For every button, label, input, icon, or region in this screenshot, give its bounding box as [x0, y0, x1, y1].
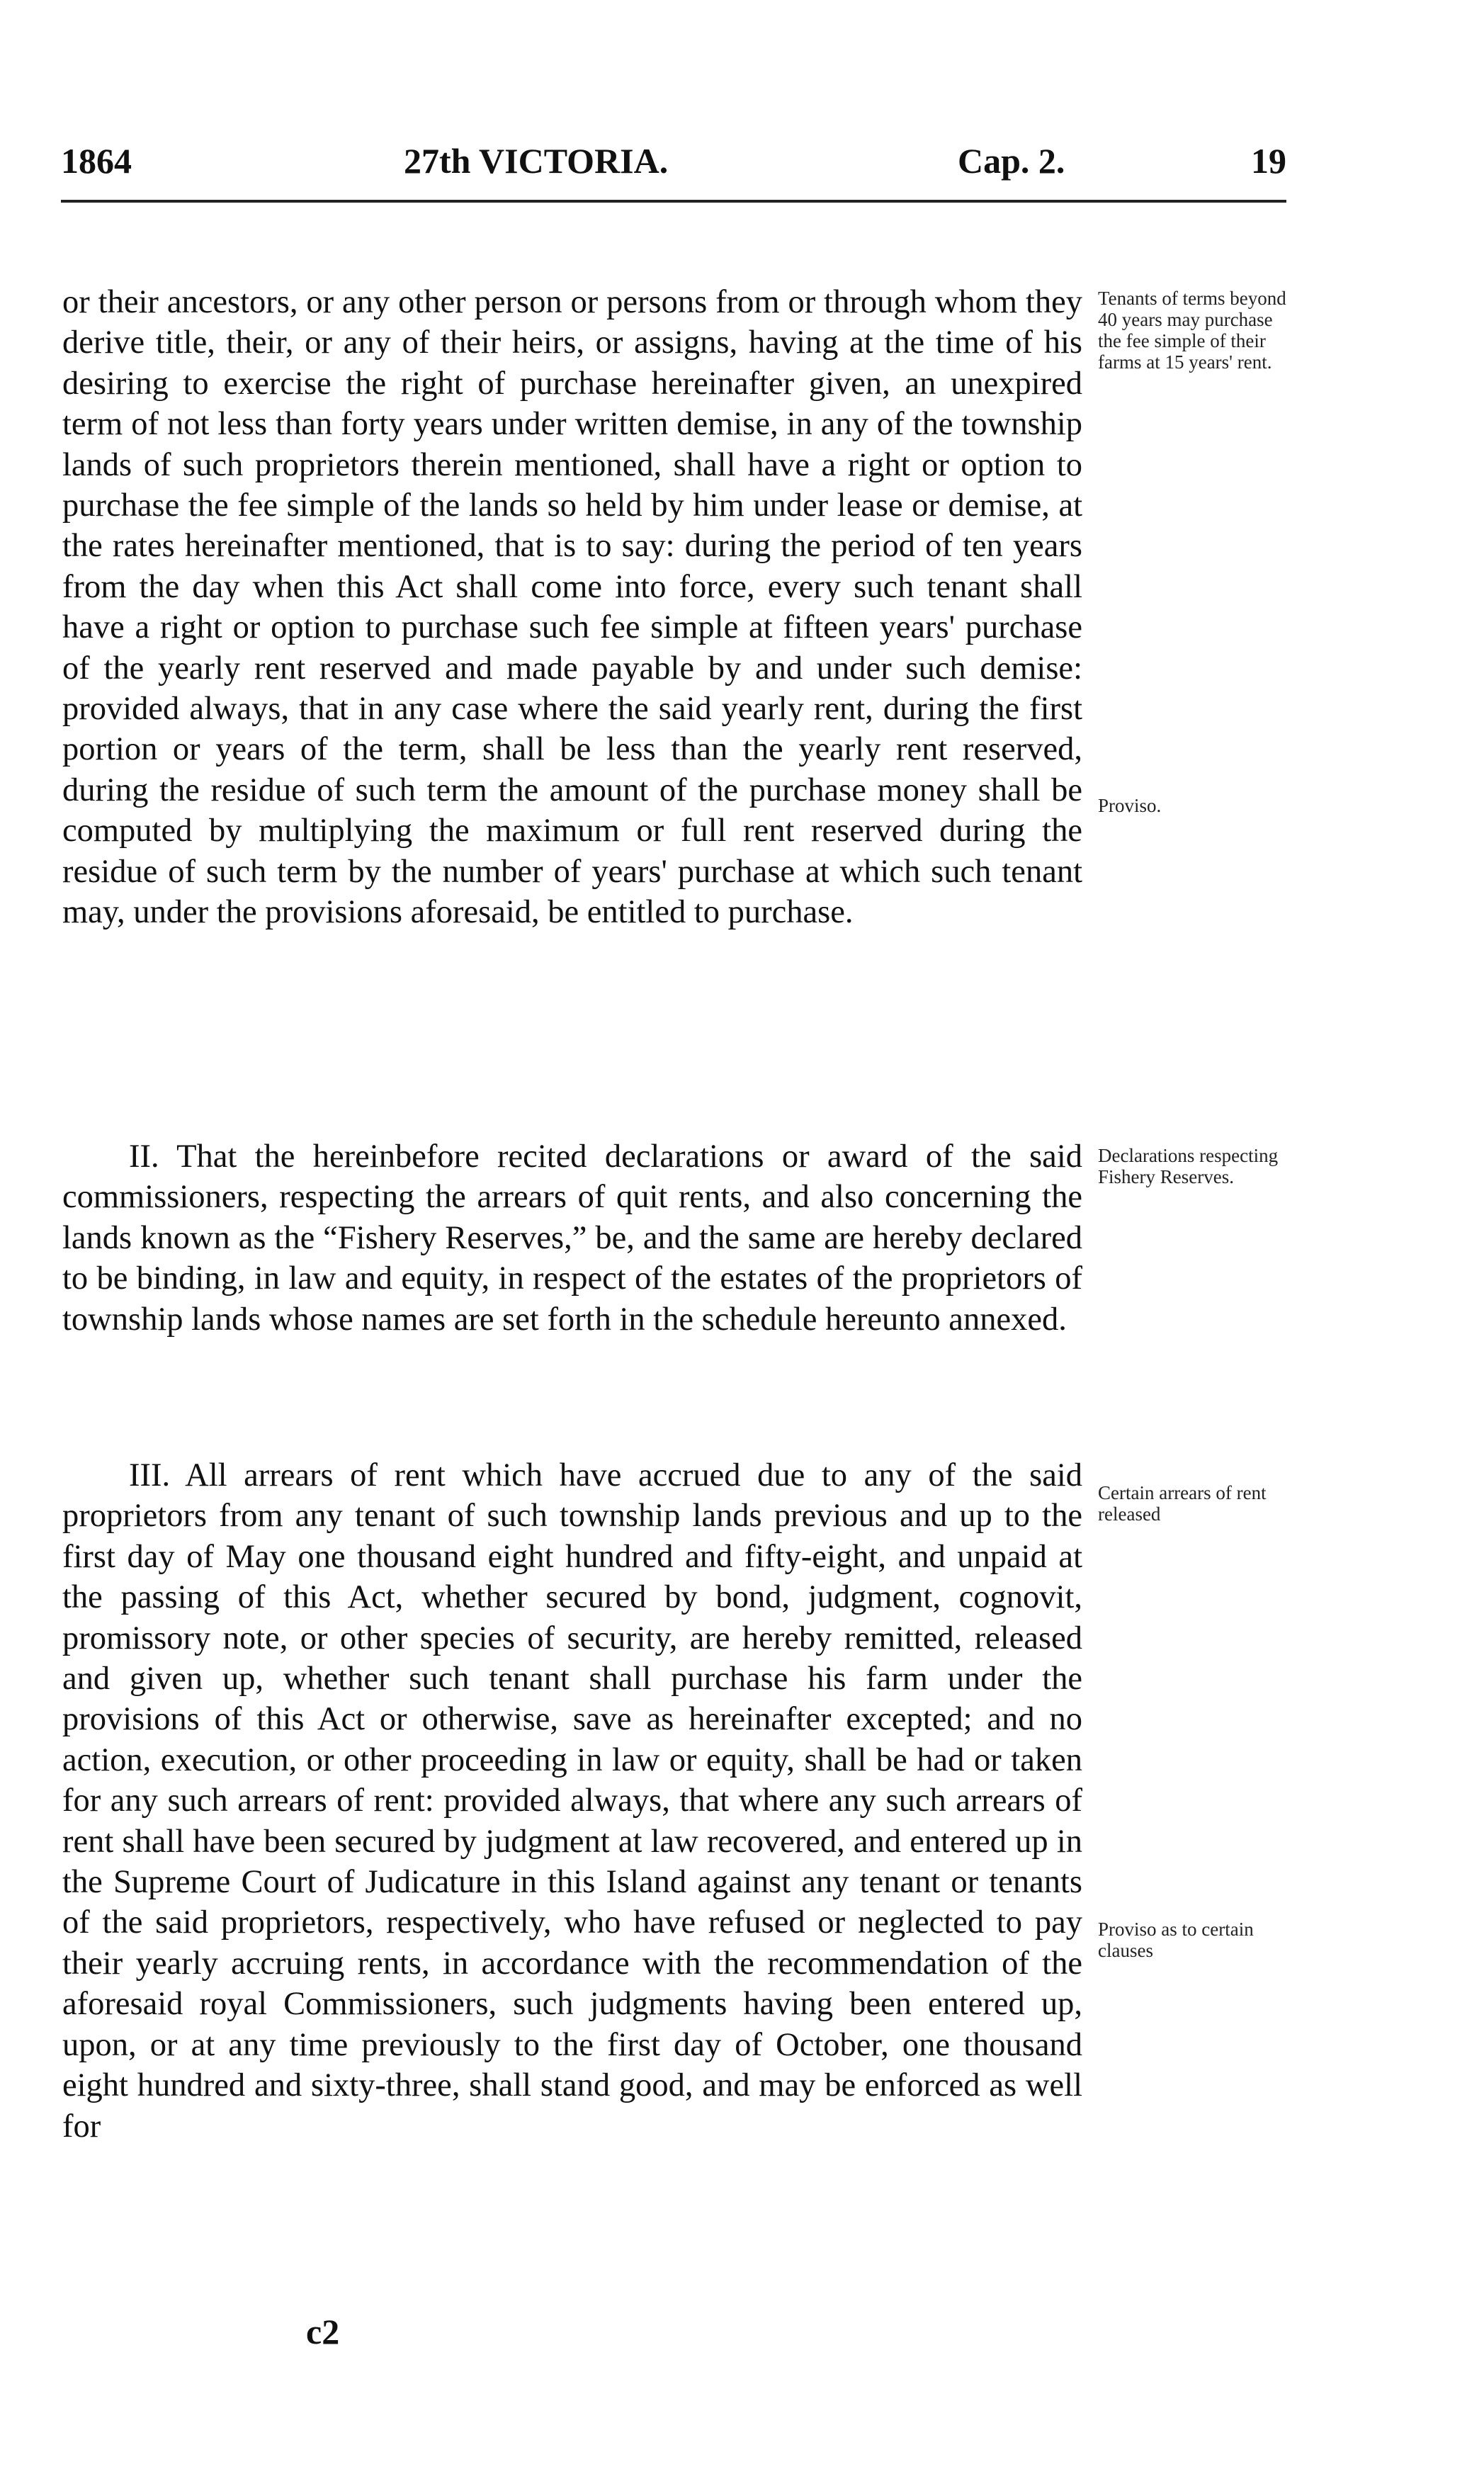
margin-note-proviso: Proviso. — [1098, 795, 1162, 816]
header-title: 27th VICTORIA. — [404, 141, 669, 181]
signature-mark: c2 — [306, 2312, 340, 2351]
margin-note-declarations: Declarations respecting Fishery Reserves. — [1098, 1145, 1279, 1187]
header-page-number: 19 — [1251, 141, 1286, 181]
header-rule — [61, 200, 1286, 203]
header-chapter: Cap. 2. — [958, 141, 1065, 181]
margin-note-arrears: Certain arrears of rent released — [1098, 1482, 1267, 1525]
header-year: 1864 — [61, 141, 132, 181]
margin-note-tenants: Tenants of terms beyond 40 years may purchase the fee simple of their farms at 15 years' rent. — [1098, 288, 1286, 373]
section-iii-paragraph: III. All arrears of rent which have accrued due to any of the said proprietors from any tenant of such township lands previous and up to the first day of May one thousand eight hundred and fifty-eight, and unpaid at the passing of this Act, whether secured by bond, judgment, cognovit, promissory note, or other species of security, are hereby remitted, released and given up, whether such tenant shall purchase his farm under the provisions of this Act or otherwise, save as hereinafter excepted; and no action, execution, or other proceeding in law or equity, shall be had or taken for any such arrears of rent: provided always, that where any such arrears of rent shall have been secured by judgment at law recovered, and entered up in the Supreme Court of Judicature in this Island against any tenant or tenants of the said proprietors, respectively, who have refused or neglected to pay their yearly accruing rents, in accordance with the recommendation of the aforesaid royal Commissioners, such judgments having been entered up, upon, or at any time previously to the first day of October, one thousand eight hundred and sixty-three, shall stand good, and may be enforced as well for — [62, 1457, 1082, 2145]
page-header — [61, 136, 1286, 186]
paragraph-continuation: or their ancestors, or any other person or persons from or through whom they derive title, their, or any of their heirs, or assigns, having at the time of his desiring to exercise the right of purchase hereinafter given, an unexpired term of not less than forty years under written demise, in any of the township lands of such proprietors therein mentioned, shall have a right or option to purchase the fee simple of the lands so held by him under lease or demise, at the rates hereinafter mentioned, that is to say: during the period of ten years from the day when this Act shall come into force, every such tenant shall have a right or option to purchase such fee simple at fifteen years' purchase of the yearly rent reserved and made payable by and under such demise: provided always, that in any case where the said yearly rent, during the first portion or years of the term, shall be less than the yearly rent reserved, during the residue of such term the amount of the purchase money shall be computed by multiplying the maximum or full rent reserved during the residue of such term by the number of years' purchase at which such tenant may, under the provisions aforesaid, be entitled to purchase. — [62, 284, 1082, 931]
section-ii-paragraph: II. That the hereinbefore recited declarations or award of the said commissioners, respecting the arrears of quit rents, and also concerning the lands known as the “Fishery Reserves,” be, and the same are hereby declared to be binding, in law and equity, in respect of the estates of the proprietors of township lands whose names are set forth in the schedule hereunto annexed. — [62, 1139, 1082, 1338]
margin-note-proviso-clauses: Proviso as to certain clauses — [1098, 1919, 1254, 1961]
